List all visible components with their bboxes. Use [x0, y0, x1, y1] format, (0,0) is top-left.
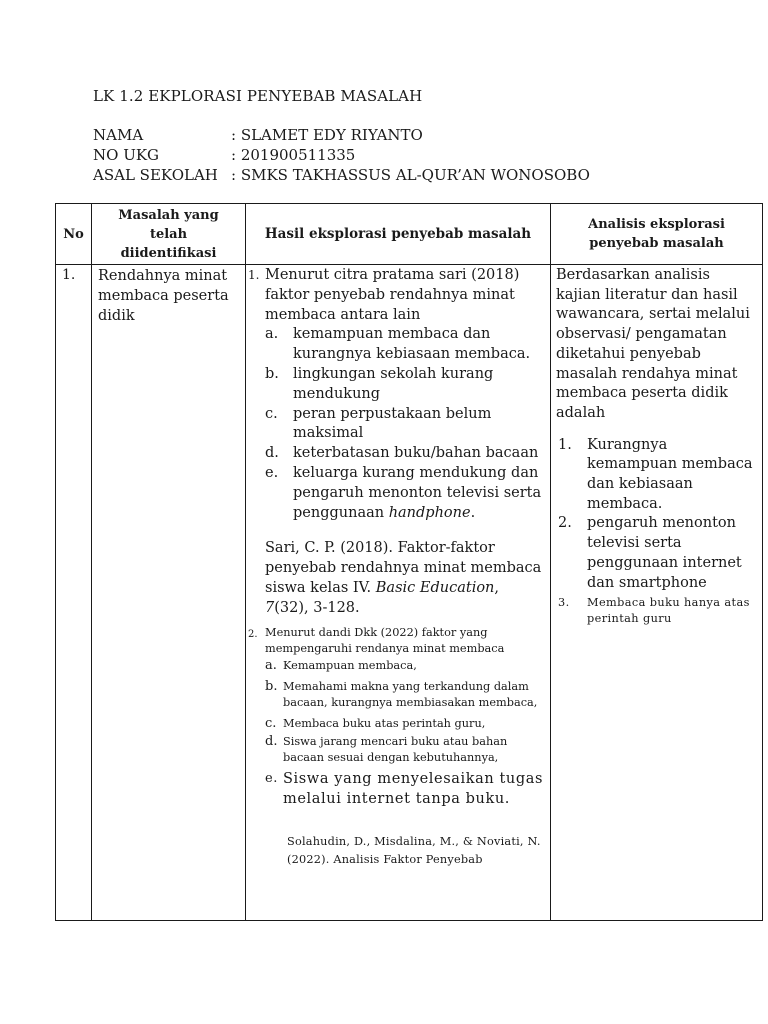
identity-block	[93, 125, 590, 185]
list-item	[556, 514, 758, 593]
list-letter: c.	[265, 405, 278, 422]
list-item	[265, 325, 547, 365]
list-text: .	[470, 504, 476, 521]
list-text: peran perpustakaan belum maksimal	[293, 405, 492, 442]
header-no: No	[56, 204, 92, 265]
list-item	[556, 595, 758, 627]
list-text: kemampuan membaca dan kurangnya kebiasaan membaca.	[293, 326, 531, 363]
list-item	[265, 769, 547, 809]
reference-volume: 7	[265, 599, 275, 616]
hasil-item-1	[248, 266, 547, 619]
list-item	[265, 444, 547, 464]
list-letter: c.	[265, 715, 277, 731]
identity-row-nama	[93, 125, 590, 145]
list-text: Kemampuan membaca,	[283, 659, 417, 673]
document-title: LK 1.2 EKPLORASI PENYEBAB MASALAH	[93, 87, 423, 105]
reference-text: (32), 3-128.	[274, 599, 360, 616]
list-text: keluarga kurang mendukung dan pengaruh menonton televisi serta penggunaan	[293, 464, 542, 521]
list-letter: b.	[265, 365, 279, 382]
list-number: 2.	[248, 628, 258, 640]
list-letter: e.	[265, 464, 279, 481]
list-letter: a.	[265, 326, 279, 343]
cell-hasil	[246, 265, 551, 921]
list-item	[265, 365, 547, 405]
identity-value: : SMKS TAKHASSUS AL-QUR’AN WONOSOBO	[231, 166, 590, 184]
header-analisis: Analisis eksplorasi penyebab masalah	[551, 204, 763, 265]
analisis-intro: Berdasarkan analisis kajian literatur dan hasil wawancara, sertai melalui observasi/ pengamatan diketahui penyebab masalah rendahya minat membaca peserta didik adalah	[556, 267, 750, 421]
list-number: 1.	[248, 268, 260, 282]
list-text: Membaca buku hanya atas perintah guru	[587, 596, 750, 626]
list-item	[265, 679, 547, 712]
hasil-item-2-sublist-e	[265, 769, 547, 809]
cell-no: 1.	[56, 265, 92, 921]
list-letter: e.	[265, 770, 279, 786]
list-number: 1.	[558, 436, 572, 453]
list-letter: b.	[265, 678, 278, 694]
list-text: Memahami makna yang terkandung dalam bacaan, kurangnya membiasakan membaca,	[283, 679, 538, 710]
list-item	[556, 436, 758, 515]
list-item	[265, 658, 547, 674]
list-item	[265, 405, 547, 445]
header-hasil: Hasil eksplorasi penyebab masalah	[246, 204, 551, 265]
identity-row-no-ukg	[93, 145, 590, 165]
exploration-table	[55, 203, 763, 921]
list-text: lingkungan sekolah kurang mendukung	[293, 365, 494, 402]
reference-solahudin: Solahudin, D., Misdalina, M., & Noviati, N. (2022). Analisis Faktor Penyebab	[287, 834, 541, 866]
list-number: 3.	[558, 596, 570, 610]
cell-analisis	[551, 265, 763, 921]
reference-journal: Basic Education	[375, 579, 495, 596]
list-item	[265, 734, 547, 767]
list-text: keterbatasan buku/bahan bacaan	[293, 445, 539, 462]
analisis-list	[556, 436, 758, 628]
hasil-item-2-sublist	[265, 658, 547, 766]
list-letter: a.	[265, 658, 277, 674]
list-text: Kurangnya kemampuan membaca dan kebiasaan membaca.	[587, 436, 753, 512]
list-text: pengaruh menonton televisi serta penggunaan internet dan smartphone	[587, 515, 742, 591]
hasil-item-1-intro: Menurut citra pratama sari (2018) faktor penyebab rendahnya minat membaca antara lain	[265, 267, 520, 323]
hasil-item-2-intro: Menurut dandi Dkk (2022) faktor yang mempengaruhi rendanya minat membaca	[265, 625, 505, 655]
hasil-item-1-sublist	[265, 325, 547, 523]
list-item	[265, 464, 547, 523]
header-masalah: Masalah yang telah diidentifikasi	[92, 204, 246, 265]
table-header-row	[56, 204, 763, 265]
hasil-item-2	[248, 625, 547, 809]
list-text: Siswa yang menyelesaikan tugas melalui internet tanpa buku.	[283, 770, 544, 807]
list-text: Siswa jarang mencari buku atau bahan bacaan sesuai dengan kebutuhannya,	[283, 734, 508, 765]
list-item	[265, 716, 547, 732]
list-letter: d.	[265, 733, 278, 749]
reference-text: ,	[494, 579, 500, 596]
list-text-italic: handphone	[388, 504, 471, 521]
cell-masalah: Rendahnya minat membaca peserta didik	[92, 265, 246, 921]
list-text: Membaca buku atas perintah guru,	[283, 716, 486, 730]
table-row	[56, 265, 763, 921]
hasil-list	[248, 266, 547, 809]
identity-row-asal-sekolah	[93, 165, 590, 185]
reference-text: Sari, C. P. (2018). Faktor-faktor penyebab rendahnya minat membaca siswa kelas IV.	[265, 540, 542, 596]
identity-value: : 201900511335	[231, 146, 356, 164]
identity-value: : SLAMET EDY RIYANTO	[231, 126, 423, 144]
list-letter: d.	[265, 445, 279, 462]
reference-sari	[265, 539, 547, 618]
identity-label: ASAL SEKOLAH	[93, 166, 218, 184]
identity-label: NO UKG	[93, 146, 160, 164]
list-number: 2.	[558, 515, 572, 532]
identity-label: NAMA	[93, 126, 144, 144]
